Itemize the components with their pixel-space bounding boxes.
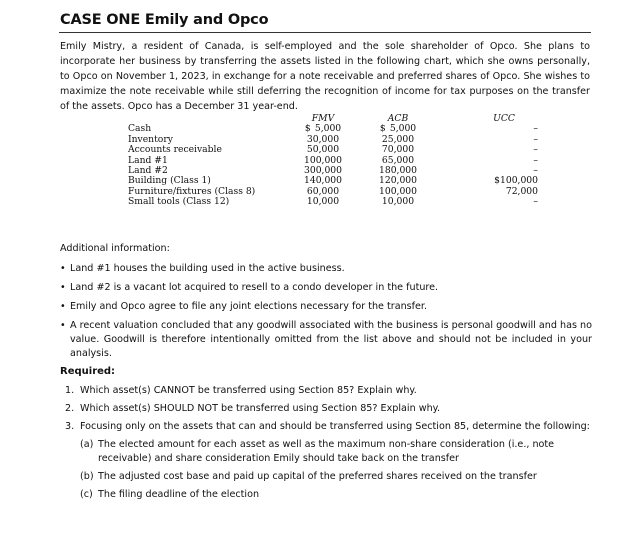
asset-name: Building (Class 1) xyxy=(128,175,211,187)
asset-name: Cash xyxy=(128,123,152,135)
question-number: 2. xyxy=(65,403,75,414)
fmv-value: 30,000 xyxy=(306,133,340,145)
acb-value: 100,000 xyxy=(379,185,417,197)
fmv-value: 60,000 xyxy=(306,185,340,197)
acb-value: 25,000 xyxy=(381,133,415,145)
asset-name: Land #2 xyxy=(128,165,168,177)
bullet-text: A recent valuation concluded that any goodwill associated with the business is personal goodwill and has no value. Goodwill is therefore intentionally omitted from the list above and should not be included in your analysis. xyxy=(70,320,592,359)
asset-name: Inventory xyxy=(128,133,173,145)
ucc-value: – xyxy=(533,144,538,156)
list-item xyxy=(60,262,592,276)
header-fmv: FMV xyxy=(311,113,335,124)
header-acb: ACB xyxy=(387,113,409,124)
list-item xyxy=(60,281,592,295)
fmv-value: 5,000 xyxy=(314,123,342,135)
header-asset xyxy=(128,114,288,124)
bullet-icon: • xyxy=(60,263,66,274)
question-text: Which asset(s) SHOULD NOT be transferred using Section 85? Explain why. xyxy=(80,403,441,414)
ucc-value: – xyxy=(533,165,538,177)
question-item xyxy=(65,384,591,398)
fmv-value: 300,000 xyxy=(304,165,342,177)
fmv-value: 50,000 xyxy=(306,144,340,156)
sub-question-label: (c) xyxy=(80,489,93,500)
bullet-icon: • xyxy=(60,301,66,312)
ucc-value: 72,000 xyxy=(505,185,538,197)
acb-value: 5,000 xyxy=(389,123,417,135)
required-heading: Required: xyxy=(60,366,116,377)
sub-question-text: The adjusted cost base and paid up capital of the preferred shares received on the transfer xyxy=(98,471,537,482)
header-ucc: UCC xyxy=(493,113,515,124)
question-text: Which asset(s) CANNOT be transferred using Section 85? Explain why. xyxy=(80,385,417,396)
question-text: Focusing only on the assets that can and should be transferred using Section 85, determine the following: xyxy=(80,421,590,432)
sub-question-text: The filing deadline of the election xyxy=(98,489,260,500)
sub-question-item xyxy=(80,488,591,502)
ucc-value: $100,000 xyxy=(494,175,538,187)
bullet-icon: • xyxy=(60,282,66,293)
bullet-text: Land #2 is a vacant lot acquired to resell to a condo developer in the future. xyxy=(70,282,439,293)
ucc-value: – xyxy=(533,196,538,208)
bullet-text: Land #1 houses the building used in the active business. xyxy=(70,263,345,274)
fmv-value: 140,000 xyxy=(304,175,342,187)
intro-paragraph: Emily Mistry, a resident of Canada, is self-employed and the sole shareholder of Opco. She plans to incorporate her business by transferring the assets listed in the following chart, which she owns personally, to Opco on November 1, 2023, in exchange for a note receivable and preferred shares of Opco. She wishes to maximize the note receivable while still deferring the recognition of income for tax purposes on the transfer of the assets. Opco has a December 31 year-end. xyxy=(60,41,590,112)
acb-value: 180,000 xyxy=(379,165,417,177)
acb-value: 65,000 xyxy=(381,154,415,166)
acb-value: 10,000 xyxy=(381,196,415,208)
acb-value: 120,000 xyxy=(379,175,417,187)
ucc-value: – xyxy=(533,154,538,166)
asset-name: Accounts receivable xyxy=(128,144,222,156)
fmv-value: 100,000 xyxy=(304,154,342,166)
asset-table xyxy=(128,114,540,208)
sub-question-label: (a) xyxy=(80,439,94,450)
bullet-text: Emily and Opco agree to file any joint elections necessary for the transfer. xyxy=(70,301,428,312)
list-item xyxy=(60,319,592,361)
list-item xyxy=(60,300,592,314)
title-underline xyxy=(59,32,591,33)
asset-name: Land #1 xyxy=(128,154,168,166)
ucc-value: – xyxy=(533,123,538,135)
acb-value: 70,000 xyxy=(381,144,415,156)
question-item xyxy=(65,420,591,502)
additional-info-heading: Additional information: xyxy=(60,243,170,254)
sub-question-text: The elected amount for each asset as well as the maximum non-share consideration (i.e., note receivable) and share consideration Emily should take back on the transfer xyxy=(98,439,555,464)
bullet-icon: • xyxy=(60,320,66,331)
currency-symbol: $ xyxy=(379,123,386,135)
currency-symbol: $ xyxy=(304,123,311,135)
ucc-value: – xyxy=(533,133,538,145)
sub-question-label: (b) xyxy=(80,471,94,482)
asset-name: Furniture/fixtures (Class 8) xyxy=(128,185,256,197)
sub-question-item xyxy=(80,470,591,484)
case-title: CASE ONE Emily and Opco xyxy=(60,12,269,28)
additional-info-list xyxy=(60,262,592,366)
question-number: 3. xyxy=(65,421,75,432)
table-row xyxy=(128,197,540,207)
asset-name: Small tools (Class 12) xyxy=(128,196,230,208)
sub-question-item xyxy=(80,438,591,466)
required-list xyxy=(65,384,591,506)
fmv-value: 10,000 xyxy=(306,196,340,208)
question-item xyxy=(65,402,591,416)
sub-question-list xyxy=(80,438,591,502)
question-number: 1. xyxy=(65,385,75,396)
